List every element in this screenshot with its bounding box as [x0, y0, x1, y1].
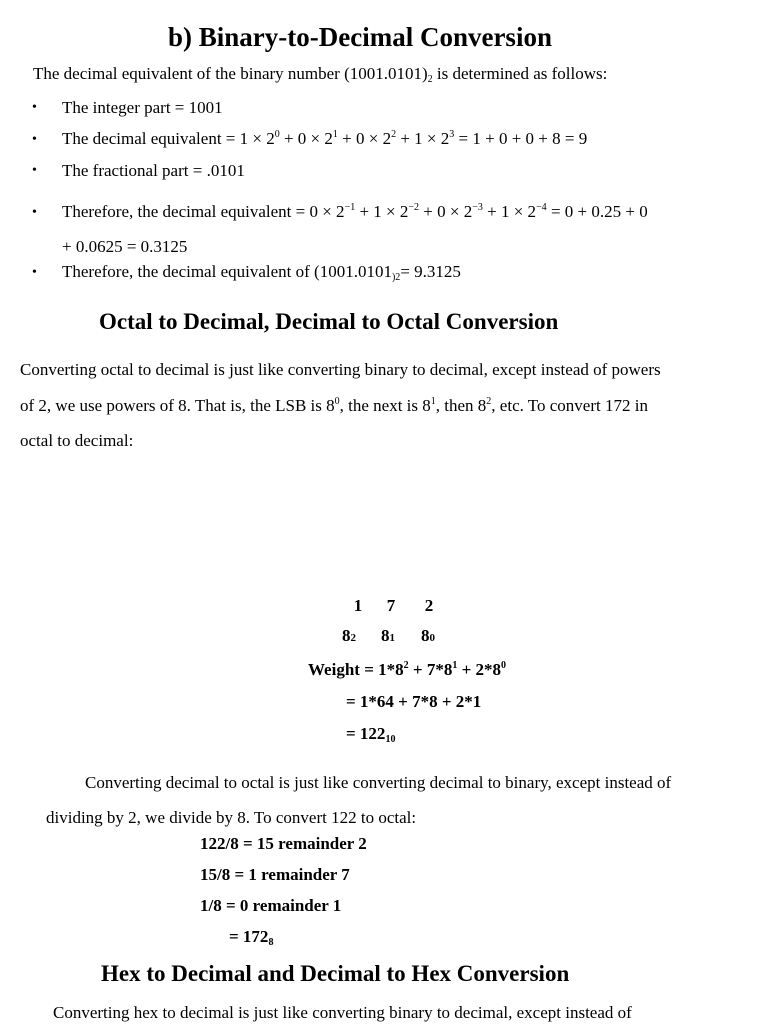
- octal-power: [342, 626, 356, 646]
- bullet-icon: •: [32, 100, 37, 115]
- exponent: 2: [403, 660, 409, 671]
- division-step: 122/8 = 15 remainder 2: [200, 834, 367, 853]
- octal-para-line3: octal to decimal:: [20, 431, 134, 450]
- bullet-fractional-part: The fractional part = .0101: [62, 161, 245, 180]
- result-value: = 172: [229, 927, 269, 946]
- intro-text-after: is determined as follows:: [432, 64, 608, 83]
- exponent: −2: [408, 202, 420, 213]
- expr-part: + 1 × 2: [355, 202, 409, 221]
- division-step: 15/8 = 1 remainder 7: [200, 865, 350, 884]
- exponent: −1: [344, 202, 356, 213]
- exponent: 0: [501, 660, 507, 671]
- para-text: , etc. To convert 172 in: [491, 396, 648, 415]
- exponent: 1: [452, 660, 458, 671]
- weight-part: + 2*8: [457, 660, 502, 679]
- power-base: 8: [342, 626, 351, 645]
- exponent: 0: [334, 396, 340, 407]
- expr-part: + 0 × 2: [337, 129, 392, 148]
- octal-digit: 2: [424, 596, 434, 615]
- para-text: , the next is 8: [339, 396, 431, 415]
- bullet-integer-decimal: [62, 129, 587, 149]
- octal-power: [421, 626, 435, 646]
- exponent: 2: [486, 396, 492, 407]
- division-step: 1/8 = 0 remainder 1: [200, 896, 342, 915]
- octal-digit: 7: [386, 596, 396, 615]
- power-exponent: 1: [389, 632, 395, 644]
- exponent: −3: [472, 202, 483, 213]
- bullet-icon: •: [32, 265, 37, 280]
- exponent: 0: [274, 129, 280, 140]
- hex-para-line1: Converting hex to decimal is just like converting binary to decimal, except instead of: [53, 1003, 632, 1022]
- power-base: 8: [381, 626, 390, 645]
- octal-final-result: [229, 927, 273, 947]
- expr-part: = 9.3125: [400, 262, 461, 281]
- subscript: 8: [268, 937, 274, 948]
- dec-to-octal-para-line1: Converting decimal to octal is just like converting decimal to binary, except instead of: [85, 773, 672, 792]
- para-text: , then 8: [435, 396, 487, 415]
- expr-part: Therefore, the decimal equivalent = 0 × 2: [62, 202, 345, 221]
- expr-part: = 0 + 0.25 + 0: [546, 202, 648, 221]
- bullet-icon: •: [32, 132, 37, 147]
- exponent: 3: [449, 129, 455, 140]
- dec-to-octal-para-line2: dividing by 2, we divide by 8. To convert 122 to octal:: [46, 808, 417, 827]
- bullet-fraction-decimal-cont: + 0.0625 = 0.3125: [62, 237, 188, 256]
- exponent: 1: [332, 129, 338, 140]
- intro-subscript: 2: [427, 74, 433, 85]
- octal-digit: 1: [353, 596, 363, 615]
- weight-part: Weight = 1*8: [308, 660, 404, 679]
- octal-result-line: [346, 724, 395, 744]
- expr-part: + 1 × 2: [482, 202, 537, 221]
- power-exponent: 2: [350, 632, 356, 644]
- expr-part: + 0 × 2: [279, 129, 333, 148]
- subscript: )2: [391, 272, 401, 283]
- bullet-icon: •: [32, 205, 37, 220]
- expr-part: = 1 + 0 + 0 + 8 = 9: [454, 129, 588, 148]
- octal-expansion-line: = 1*64 + 7*8 + 2*1: [346, 692, 482, 711]
- octal-para-line2: [20, 396, 648, 416]
- section-b-intro: [33, 64, 607, 84]
- octal-para-line1: Converting octal to decimal is just like converting binary to decimal, except instead of powers: [20, 360, 661, 379]
- expr-part: Therefore, the decimal equivalent of (1001.0101: [62, 262, 392, 281]
- bullet-final-result: [62, 262, 461, 282]
- bullet-icon: •: [32, 163, 37, 178]
- bullet-fraction-decimal: [62, 202, 648, 222]
- hex-section-title: Hex to Decimal and Decimal to Hex Conversion: [101, 961, 570, 986]
- weight-part: + 7*8: [408, 660, 453, 679]
- exponent: 1: [430, 396, 436, 407]
- para-text: of 2, we use powers of 8. That is, the LSB is 8: [20, 396, 335, 415]
- power-base: 8: [421, 626, 430, 645]
- expr-part: + 0 × 2: [419, 202, 473, 221]
- exponent: −4: [536, 202, 547, 213]
- result-value: = 122: [346, 724, 386, 743]
- expr-part: + 1 × 2: [396, 129, 450, 148]
- section-b-title: b) Binary-to-Decimal Conversion: [168, 22, 552, 52]
- subscript: 10: [385, 734, 396, 745]
- exponent: 2: [391, 129, 397, 140]
- expr-part: The decimal equivalent = 1 × 2: [62, 129, 275, 148]
- intro-text: The decimal equivalent of the binary number (1001.0101): [33, 64, 428, 83]
- octal-section-title: Octal to Decimal, Decimal to Octal Conversion: [99, 309, 559, 334]
- octal-weight-line: [308, 660, 506, 680]
- power-exponent: 0: [429, 632, 435, 644]
- octal-power: [381, 626, 395, 646]
- bullet-integer-part: The integer part = 1001: [62, 98, 223, 117]
